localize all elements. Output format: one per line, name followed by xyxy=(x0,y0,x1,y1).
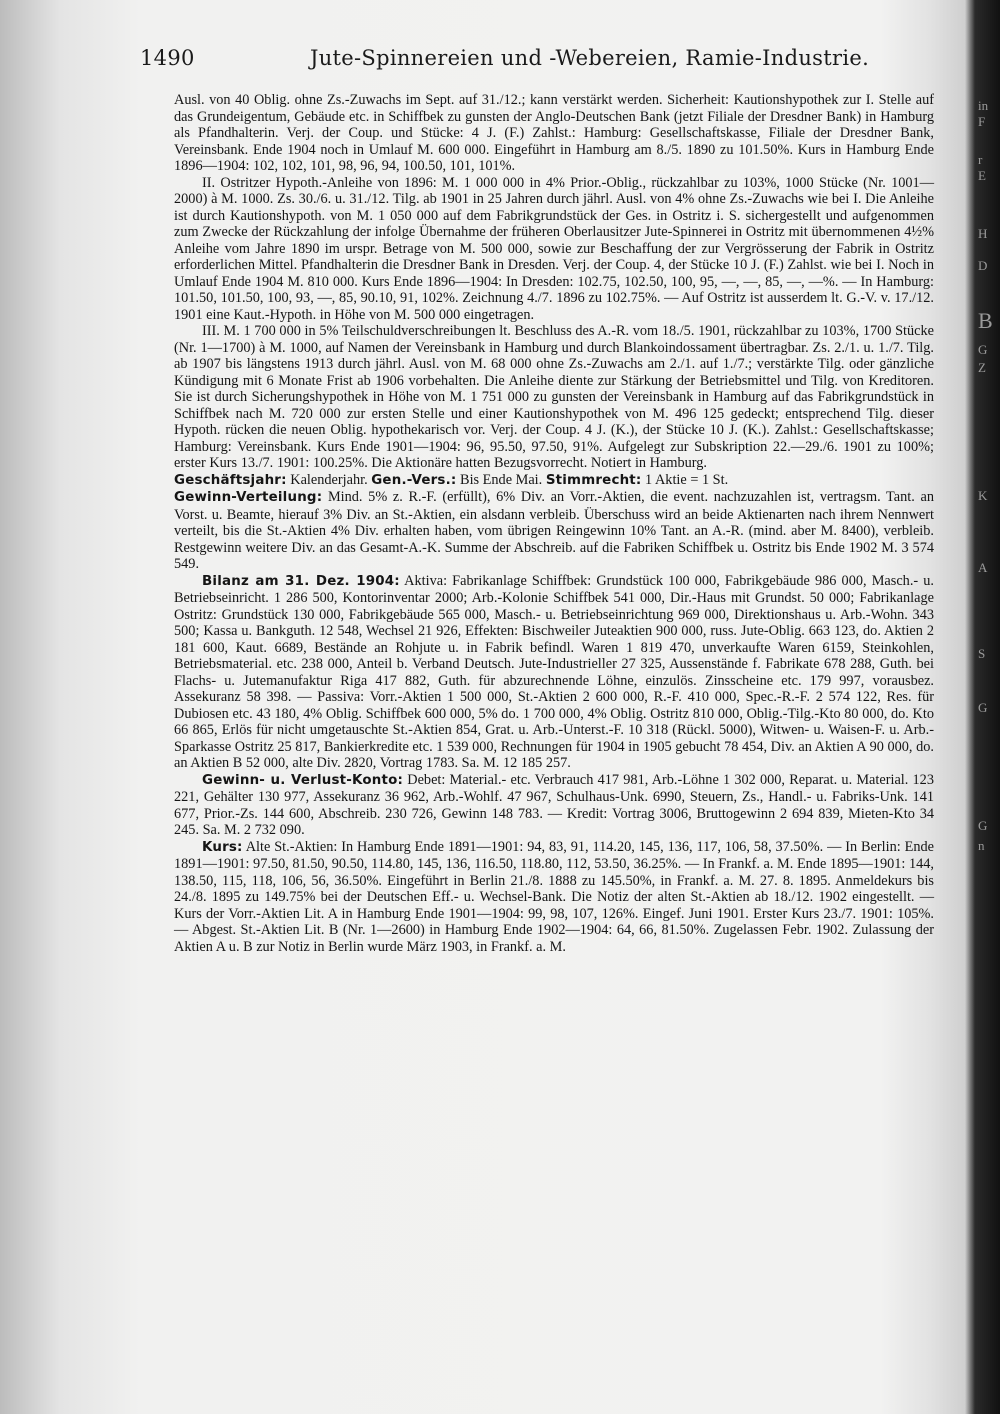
margin-fragment: G xyxy=(978,818,988,833)
section-heading: Gen.-Vers.: xyxy=(371,472,457,488)
margin-fragment: G xyxy=(978,342,988,357)
paragraph xyxy=(174,489,934,573)
paragraph-text: III. M. 1 700 000 in 5% Teilschuldverschreibungen lt. Beschluss des A.-R. vom 18./5. 1901, rückzahlbar zu 103%, 1700 Stücke (Nr. 1—1700) à M. 1000, auf Namen der Vereinsbank in Hamburg und durch Blankoindossament übertragbar. Zs. 2./1. u. 1./7. Tilg. ab 1907 bis längstens 1913 durch jährl. Ausl. von M. 68 000 ohne Zs.-Zuwachs am 2./1. auf 1./7.; verstärkte Tilg. oder gänzliche Kündigung mit 6 Monate Frist ab 1906 vorbehalten. Die Anleihe diente zur Stärkung der Betriebsmittel und Tilg. von Kreditoren. Sie ist durch Sicherungshypothek in Höhe von M. 1 751 000 zu gunsten der Vereinsbank in Hamburg auf das Fabrikgrundstück in Schiffbek nach M. 720 000 zur ersten Stelle und einer Kautionshypothek von M. 496 125 gedeckt; entsprechend Tilg. dieser Hypoth. rücken die neuen Oblig. hypothekarisch vor. Verj. der Coup. 4 J. (K.), der Stücke 10 J. (K.). Zahlst.: Gesellschaftskasse; Hamburg: Vereinsbank. Kurs Ende 1901—1904: 96, 95.50, 97.50, 91%. Aufgelegt zur Subskription 22.—29./6. 1901 zu 100%; erster Kurs 13./7. 1901: 100.25%. Die Aktionäre hatten Bezugsvorrecht. Notiert in Hamburg. xyxy=(174,323,934,471)
margin-fragment: n xyxy=(978,838,985,853)
paragraph xyxy=(174,472,934,490)
paragraph-text: Ausl. von 40 Oblig. ohne Zs.-Zuwachs im Sept. auf 31./12.; kann verstärkt werden. Sicherheit: Kautionshypothek zur I. Stelle auf das Grundeigentum, Gebäude etc. in Schiffbek zu gunsten der Anglo-Deutschen Bank (jetzt Filiale der Dresdner Bank) in Hamburg als Pfandhalterin. Verj. der Coup. und Stücke: 4 J. (F.) Zahlst.: Hamburg: Gesellschaftskasse, Filiale der Dresdner Bank, Vereinsbank. Ende 1904 noch in Umlauf M. 600 000. Eingeführt in Hamburg am 8./5. 1890 zu 101.50%. Kurs in Hamburg Ende 1896—1904: 102, 102, 101, 98, 96, 94, 100.50, 101, 101%. xyxy=(174,92,934,174)
section-heading: Gewinn- u. Verlust-Konto: xyxy=(202,772,404,788)
margin-fragment: B xyxy=(978,308,993,333)
paragraph-text: Debet: Material.- etc. Verbrauch 417 981, Arb.-Löhne 1 302 000, Reparat. u. Material. 123 221, Gehälter 130 977, Assekuranz 36 962, Arb.-Wohlf. 47 967, Schulhaus-Unk. 6990, Steuern, Zs., Handl.- u. Fabriks-Unk. 141 677, Prior.-Zs. 144 600, Abschreib. 230 726, Gewinn 148 783. — Kredit: Vortrag 3006, Bruttogewinn 2 694 839, Mieten-Kto 34 245. Sa. M. 2 732 090. xyxy=(174,771,934,838)
running-head: Jute-Spinnereien und -Webereien, Ramie-Industrie. xyxy=(310,46,870,70)
section-heading: Gewinn-Verteilung: xyxy=(174,490,323,505)
margin-fragment: S xyxy=(978,646,986,661)
margin-fragment: E xyxy=(978,168,986,183)
paragraph-text: Kalenderjahr. xyxy=(286,471,372,488)
paragraph xyxy=(174,839,934,956)
paragraph xyxy=(174,175,934,324)
paragraph-text: Alte St.-Aktien: In Hamburg Ende 1891—1901: 94, 83, 91, 114.20, 145, 136, 117, 106, 58, 37.50%. — In Berlin: Ende 1891—1901: 97.50, 81.50, 90.50, 114.80, 145, 136, 116.50, 118.80, 112, 53.50, 36.25%. — In Frankf. a. M. Ende 1895—1901: 144, 138.50, 115, 118, 106, 56, 36.50%. Eingeführt in Berlin 21./8. 1888 zu 145.50%, in Frankf. a. M. 27. 8. 1895. Anmeldekurs bis 24./8. 1895 zu 149.75% bei der Deutschen Eff.- u. Wechsel-Bank. Die Notiz der alten St.-Aktien ab 18./12. 1902 eingestellt. — Kurs der Vorr.-Aktien Lit. A in Hamburg Ende 1901—1904: 99, 98, 107, 126%. Eingef. Juni 1901. Erster Kurs 23./7. 1901: 105%. — Abgest. St.-Aktien Lit. B (Nr. 1—2600) in Hamburg Ende 1902—1904: 64, 66, 81.50%. Zugelassen Febr. 1902. Zulassung der Aktien A u. B zur Notiz in Berlin wurde März 1903, in Frankf. a. M. xyxy=(174,838,934,955)
paragraph-text: 1 Aktie = 1 St. xyxy=(641,471,729,488)
margin-fragment: H xyxy=(978,226,988,241)
paragraph-text: Mind. 5% z. R.-F. (erfüllt), 6% Div. an Vorr.-Aktien, die event. nachzuzahlen ist, vertragsm. Tant. an Vorst. u. Beamte, hierauf 3% Div. an St.-Aktien, ein alsdann verbleib. Überschuss wird an beide Aktienarten nach ihrem Nennwert verteilt, bis die St.-Aktien 4% Div. erhalten haben, vom übrigen Reingewinn 10% Tant. an A.-R. (mind. aber M. 8400), verbleib. Restgewinn weitere Div. an das Gesamt-A.-K. Summe der Abschreib. auf die Fabriken Schiffbek u. Ostritz bis Ende 1902 M. 3 574 549. xyxy=(174,489,934,572)
paragraph xyxy=(174,772,934,839)
margin-fragment: A xyxy=(978,560,988,575)
page-number: 1490 xyxy=(140,46,195,70)
margin-fragment: Z xyxy=(978,360,986,375)
paragraph xyxy=(174,92,934,175)
margin-fragment: F xyxy=(978,114,986,129)
margin-fragment: r xyxy=(978,152,983,167)
margin-fragment: D xyxy=(978,258,988,273)
margin-fragment: K xyxy=(978,488,988,503)
section-heading: Bilanz am 31. Dez. 1904: xyxy=(202,573,400,589)
section-heading: Stimmrecht: xyxy=(545,472,642,488)
section-heading: Geschäftsjahr: xyxy=(174,472,287,488)
paragraph-text: Aktiva: Fabrikanlage Schiffbek: Grundstück 100 000, Fabrikgebäude 986 000, Masch.- u. Betriebseinricht. 1 286 500, Kontorinventar 2000; Arb.-Kolonie Schiffbek 541 000, Dir.-Haus mit Grundst. 50 000; Fabrikanlage Ostritz: Grundstück 130 000, Fabrikgebäude 565 000, Masch.- u. Betriebseinrichtung 969 000, Direktionshaus u. Arb.-Wohn. 343 500; Kassa u. Bankguth. 12 548, Wechsel 21 926, Effekten: Bischweiler Juteaktien 900 000, russ. Jute-Oblig. 663 123, do. Aktien 2 181 600, Kaut. 6689, Bestände an Rohjute u. in Fabrik befindl. Waren 1 819 470, unverkaufte Waren 6159, Steinkohlen, Betriebsmaterial. etc. 238 000, Anteil b. Verband Deutsch. Jute-Industrieller 27 325, Aussenstände f. Fabrikate 678 288, Guth. bei Flachs- u. Jutemanufaktur Riga 417 882, Guth. für abzurechnende Löhne, einzulös. Zinsscheine etc. 179 997, vorausbez. Assekuranz 58 398. — Passiva: Vorr.-Aktien 1 500 000, St.-Aktien 2 600 000, R.-F. 410 000, Spec.-R.-F. 2 574 122, Res. für Dubiosen etc. 43 180, 4% Oblig. Schiffbek 600 000, 5% do. 1 700 000, 4% Oblig. Ostritz 810 000, Oblig.-Tilg.-Kto 80 000, do. Kto 66 865, Erlös für nicht umgetauschte St.-Aktien 854, Grat. u. Arb.-Unterst.-F. 10 318 (Rückl. 5000), Witwen- u. Waisen-F. u. Arb.-Sparkasse Ostritz 25 817, Bankierkredite etc. 1 539 000, Rechnungen für 1904 in 1905 gebucht 78 454, Div. an Aktien A 90 000, do. an Aktien B 52 000, alte Div. 2820, Vortrag 1783. Sa. M. 12 185 257. xyxy=(174,572,934,771)
paragraph xyxy=(174,323,934,472)
margin-fragment: in xyxy=(978,98,989,113)
section-heading: Kurs: xyxy=(202,839,243,855)
paragraph-text: II. Ostritzer Hypoth.-Anleihe von 1896: M. 1 000 000 in 4% Prior.-Oblig., rückzahlbar zu 103%, 1000 Stücke (Nr. 1001—2000) à M. 1000. Zs. 30./6. u. 31./12. Tilg. ab 1901 in 25 Jahren durch jährl. Ausl. von 4% ohne Zs.-Zuwachs wie bei I. Die Anleihe ist durch Kautionshypoth. von M. 1 050 000 auf dem Fabrikgrundstück der Ges. in Ostritz i. S. sichergestellt und aufgenommen zum Zwecke der Rückzahlung der infolge Übernahme der früheren Oberlausitzer Jute-Spinnerei in Ostritz mit übernommenen 4½% Anleihe vom Jahre 1890 im urspr. Betrage von M. 500 000, sowie zur Beschaffung der zur Vergrösserung der Fabrik in Ostritz erforderlichen Mittel. Pfandhalterin die Dresdner Bank in Dresden. Verj. der Coup. 4, der Stücke 10 J. (F.) Zahlst. wie bei I. Noch in Umlauf Ende 1904 M. 810 000. Kurs Ende 1896—1904: In Dresden: 102.75, 102.50, 100, 95, —, —, 85, —, —%. — In Hamburg: 101.50, 101.50, 100, 93, —, 85, 90.10, 91, 102%. Zeichnung 4./7. 1896 zu 102.75%. — Auf Ostritz ist ausserdem lt. G.-V. v. 17./12. 1901 eine Kaut.-Hypoth. in Höhe von M. 500 000 eingetragen. xyxy=(174,174,934,323)
body-text xyxy=(174,92,934,955)
paragraph-text: Bis Ende Mai. xyxy=(456,471,546,488)
paragraph xyxy=(174,573,934,772)
margin-fragment: G xyxy=(978,700,988,715)
